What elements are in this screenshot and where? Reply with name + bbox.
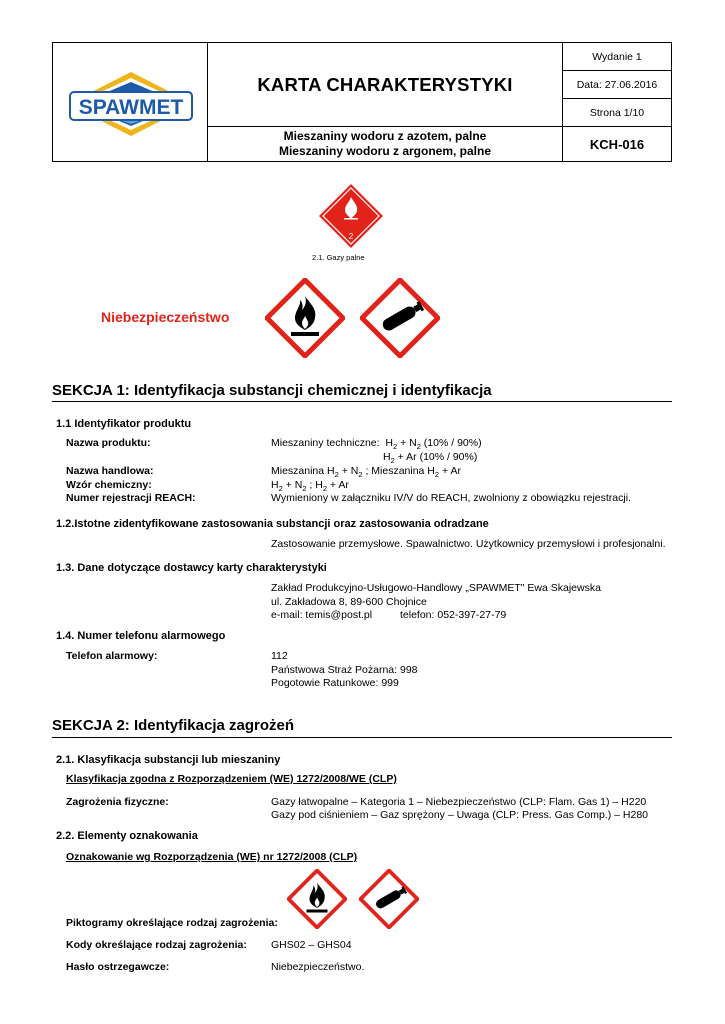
- svg-text:2: 2: [348, 232, 354, 241]
- document-header: [52, 42, 672, 162]
- product-name-label: Nazwa produktu:: [66, 437, 151, 449]
- trade-name-value: Mieszanina $H_2 + N_2$ ; Mieszanina $H_2 + Ar$: [271, 465, 461, 480]
- section-1-divider: [52, 401, 672, 402]
- physical-hazard-1: Gazy łatwopalne – Kategoria 1 – Niebezpieczeństwo (CLP: Flam. Gas 1) – H220: [271, 796, 647, 808]
- emergency-fire-brigade: Państwowa Straż Pożarna: 998: [271, 664, 418, 676]
- supplier-email: e-mail: temis@post.pl: [271, 609, 373, 621]
- physical-hazard-2: Gazy pod ciśnieniem – Gaz sprężony – Uwaga (CLP: Press. Gas Comp.) – H280: [271, 809, 648, 821]
- pictograms-label: Piktogramy określające rodzaj zagrożenia:: [66, 917, 278, 929]
- ghs02-flame-icon-small: [287, 869, 347, 929]
- trade-name-label: Nazwa handlowa:: [66, 465, 154, 477]
- title-cell: [208, 43, 563, 127]
- section-1-title: SEKCJA 1: Identyfikacja substancji chemicznej i identyfikacja: [52, 382, 492, 399]
- physical-hazards-label: Zagrożenia fizyczne:: [66, 796, 169, 808]
- s11-heading: 1.1 Identyfikator produktu: [56, 418, 192, 430]
- s21-regulation: Klasyfikacja zgodna z Rozporządzeniem (WE) 1272/2008/WE (CLP): [66, 773, 397, 785]
- spawmet-logo: [55, 44, 205, 160]
- logo-cell: [53, 43, 208, 161]
- ghs04-gas-cylinder-icon: [360, 278, 440, 358]
- s12-value: Zastosowanie przemysłowe. Spawalnictwo. Użytkownicy przemysłowi i profesjonalni.: [271, 538, 666, 550]
- supplier-address: ul. Zakładowa 8, 89-600 Chojnice: [271, 596, 427, 608]
- document-title: KARTA CHARAKTERYSTYKI: [257, 73, 513, 95]
- product-name-line-1: Mieszaniny techniczne: $H_2 + N_2$ (10% / 90%): [271, 437, 482, 452]
- s22-regulation: Oznakowanie wg Rozporządzenia (WE) nr 1272/2008 (CLP): [66, 851, 358, 863]
- emergency-phone-label: Telefon alarmowy:: [66, 650, 158, 662]
- flammable-gas-transport-label: [318, 183, 384, 249]
- ghs04-gas-cylinder-icon-small: [359, 869, 419, 929]
- subtitle-line-1: Mieszaniny wodoru z azotem, palne: [283, 129, 487, 143]
- formula-label: Wzór chemiczny:: [66, 479, 152, 491]
- issue-date: Data: 27.06.2016: [563, 71, 671, 99]
- s21-heading: 2.1. Klasyfikacja substancji lub mieszaniny: [56, 754, 281, 766]
- reach-value: Wymieniony w załączniku IV/V do REACH, zwolniony z obowiązku rejestracji.: [271, 492, 631, 504]
- s14-heading: 1.4. Numer telefonu alarmowego: [56, 630, 226, 642]
- product-name-line-2: $H_2 + Ar$ (10% / 90%): [383, 451, 478, 466]
- supplier-company: Zakład Produkcyjno-Usługowo-Handlowy „SPAWMET" Ewa Skajewska: [271, 582, 601, 594]
- hazard-codes-value: GHS02 – GHS04: [271, 939, 352, 951]
- supplier-phone: telefon: 052-397-27-79: [400, 609, 507, 621]
- reach-label: Numer rejestracji REACH:: [66, 492, 196, 504]
- s13-heading: 1.3. Dane dotyczące dostawcy karty charakterystyki: [56, 562, 327, 574]
- document-code: KCH-016: [589, 136, 645, 152]
- signal-word: Niebezpieczeństwo: [101, 309, 230, 325]
- section-2-title: SEKCJA 2: Identyfikacja zagrożeń: [52, 717, 295, 734]
- ghs02-flame-icon: [265, 278, 345, 358]
- hazard-codes-label: Kody określające rodzaj zagrożenia:: [66, 939, 247, 951]
- edition: Wydanie 1: [563, 43, 671, 71]
- signal-word-value: Niebezpieczeństwo.: [271, 961, 365, 973]
- signal-word-label: Hasło ostrzegawcze:: [66, 961, 170, 973]
- transport-label-caption: 2.1. Gazy palne: [312, 253, 365, 262]
- formula-value: $H_2 + N_2$ ; $H_2 + Ar$: [271, 479, 349, 494]
- s22-heading: 2.2. Elementy oznakowania: [56, 830, 198, 842]
- s12-heading: 1.2.Istotne zidentyfikowane zastosowania substancji oraz zastosowania odradzane: [56, 518, 489, 530]
- page-number: Strona 1/10: [563, 99, 671, 127]
- emergency-ambulance: Pogotowie Ratunkowe: 999: [271, 677, 399, 689]
- emergency-phone-112: 112: [271, 650, 288, 662]
- svg-text:SPAWMET: SPAWMET: [78, 96, 184, 119]
- section-2-divider: [52, 737, 672, 738]
- subtitle-line-2: Mieszaniny wodoru z argonem, palne: [278, 144, 492, 158]
- subtitle-cell: [208, 127, 563, 161]
